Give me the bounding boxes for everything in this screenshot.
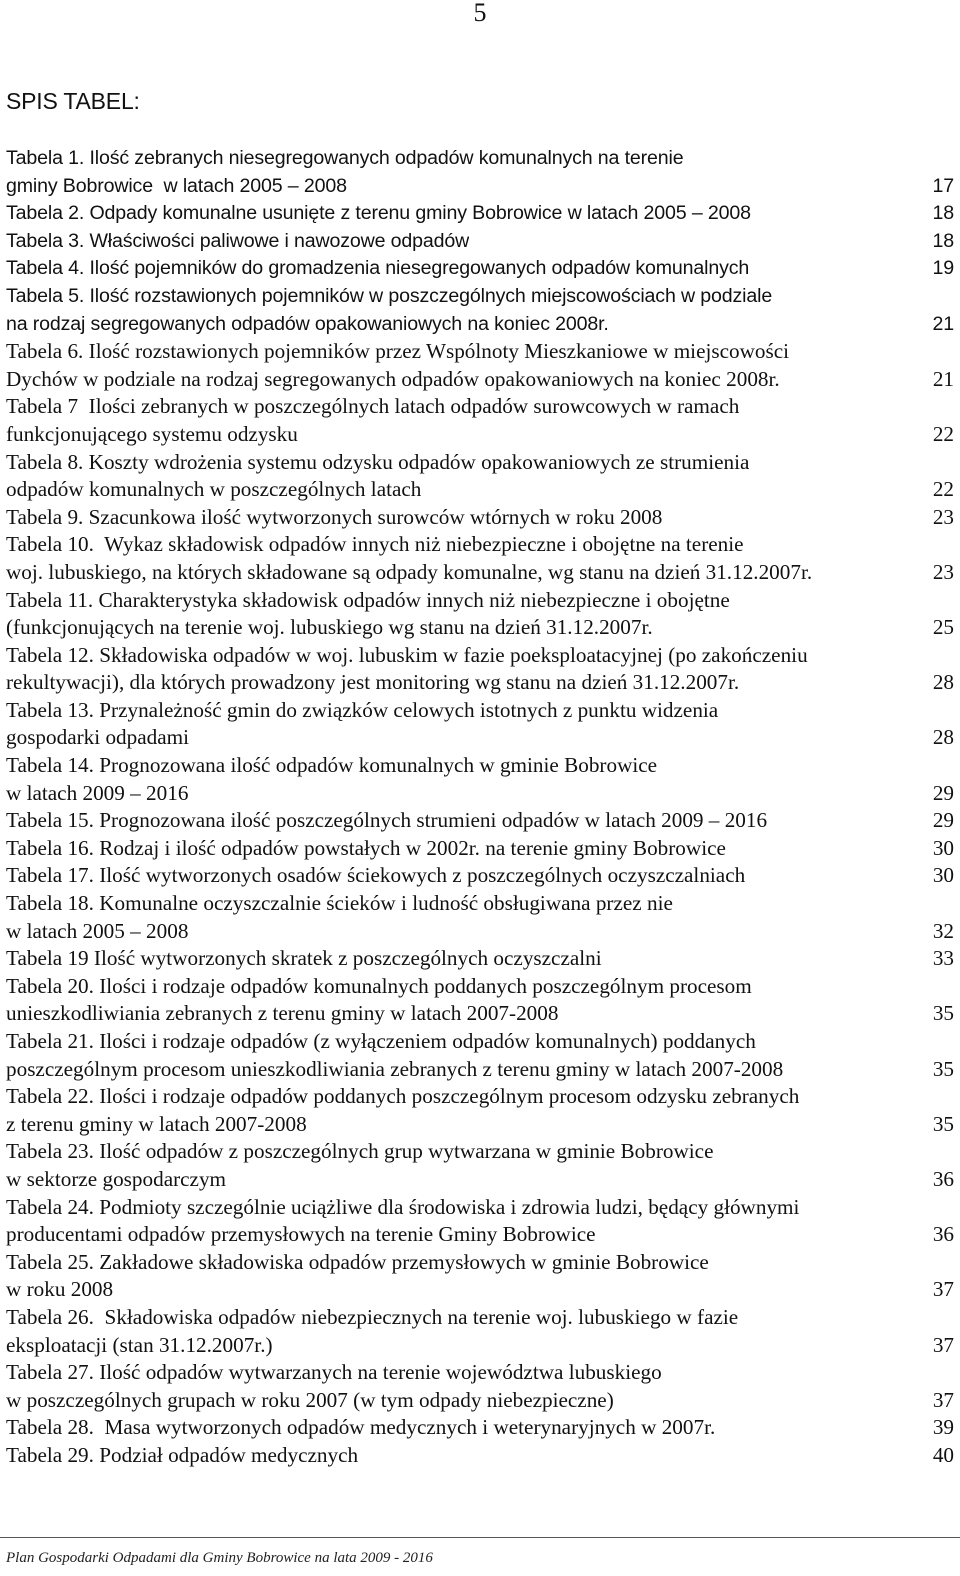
toc-entry-text: Tabela 16. Rodzaj i ilość odpadów powstałych w 2002r. na terenie gminy Bobrowice [6,835,726,860]
toc-entry-text: Tabela 4. Ilość pojemników do gromadzenia niesegregowanych odpadów komunalnych [6,257,750,280]
toc-line [6,1111,954,1139]
toc-page-number: 35 [932,1056,954,1081]
toc-page-number: 29 [932,808,954,833]
toc-entry-text: Dychów w podziale na rodzaj segregowanych odpadów opakowaniowych na koniec 2008r. [6,366,780,391]
toc-line [6,890,954,918]
toc-entry-text: (funkcjonujących na terenie woj. lubuskiego wg stanu na dzień 31.12.2007r. [6,615,653,640]
toc-entry-text: z terenu gminy w latach 2007-2008 [6,1111,307,1136]
toc-line [6,862,954,890]
toc-entry-text: Tabela 25. Zakładowe składowiska odpadów przemysłowych w gminie Bobrowice [6,1249,709,1274]
toc-entry-text: woj. lubuskiego, na których składowane są odpady komunalne, wg stanu na dzień 31.12.2007r. [6,559,813,584]
toc-page-number: 30 [932,835,954,860]
toc-entry-text: rekultywacji), dla których prowadzony jest monitoring wg stanu na dzień 31.12.2007r. [6,670,740,695]
toc-entry-text: funkcjonującego systemu odzysku [6,421,298,446]
toc-page-number: 37 [932,1332,954,1357]
toc-page-number: 35 [932,1001,954,1026]
toc-page-number: 18 [932,229,954,252]
toc-entry-text: unieszkodliwiania zebranych z terenu gminy w latach 2007-2008 [6,1001,559,1026]
toc-entry-text: Tabela 17. Ilość wytworzonych osadów ściekowych z poszczególnych oczyszczalniach [6,863,746,888]
toc-entry-text: Tabela 21. Ilości i rodzaje odpadów (z wyłączeniem odpadów komunalnych) poddanych [6,1029,756,1053]
toc-entry-text: w latach 2005 – 2008 [6,918,189,943]
toc-entry-text: Tabela 7 Ilości zebranych w poszczególnych latach odpadów surowcowych w ramach [6,394,740,419]
toc-line [6,476,954,504]
toc-line [6,338,954,366]
toc-page-number: 39 [932,1415,954,1440]
toc-entry-text: Tabela 15. Prognozowana ilość poszczególnych strumieni odpadów w latach 2009 – 2016 [6,808,768,833]
toc-line [6,973,954,1001]
toc-entry-text: Tabela 18. Komunalne oczyszczalnie ścieków i ludność obsługiwana przez nie [6,891,673,916]
toc-page-number: 23 [932,504,954,529]
toc-page-number: 30 [932,863,954,888]
toc-line [6,421,954,449]
toc-line [6,669,954,697]
toc-page-number: 17 [932,174,954,197]
toc-line [6,835,954,863]
toc-page-number: 22 [932,477,954,502]
toc-page-number: 18 [932,202,954,225]
toc-line [6,1304,954,1332]
toc-line [6,1249,954,1277]
toc-line [6,1028,954,1056]
toc-line [6,1442,954,1470]
toc-line [6,614,954,642]
toc-line [6,1138,954,1166]
toc-line [6,697,954,725]
toc-line [6,1276,954,1304]
toc-entry-text: Tabela 26. Składowiska odpadów niebezpiecznych na terenie woj. lubuskiego w fazie [6,1304,739,1329]
toc-line [6,780,954,808]
toc-line [6,1083,954,1111]
toc-page-number: 22 [932,421,954,446]
toc-page-number: 25 [932,615,954,640]
toc-line [6,1194,954,1222]
toc-line [6,449,954,477]
toc-line [6,559,954,587]
toc-line [6,1000,954,1028]
toc-line [6,145,954,173]
page-number: 5 [473,0,487,27]
toc-entry-text: Tabela 22. Ilości i rodzaje odpadów poddanych poszczególnym procesom odzysku zebranych [6,1084,800,1109]
toc-page-number: 37 [932,1387,954,1412]
toc-entry-text: Tabela 10. Wykaz składowisk odpadów innych niż niebezpieczne i obojętne na terenie [6,532,744,557]
toc-page-number: 21 [932,312,954,335]
toc-entry-text: w poszczególnych grupach w roku 2007 (w tym odpady niebezpieczne) [6,1387,614,1412]
toc-line [6,228,954,256]
toc-page-number: 33 [932,946,954,971]
toc-entry-text: Tabela 20. Ilości i rodzaje odpadów komunalnych poddanych poszczególnym procesom [6,973,752,998]
toc-entry-text: Tabela 27. Ilość odpadów wytwarzanych na terenie województwa lubuskiego [6,1360,662,1385]
toc-entry-text: Tabela 19 Ilość wytworzonych skratek z poszczególnych oczyszczalni [6,946,602,971]
toc-line [6,1414,954,1442]
toc-line [6,366,954,394]
toc-line [6,255,954,283]
toc-entry-text: Tabela 6. Ilość rozstawionych pojemników przez Wspólnoty Mieszkaniowe w miejscowości [6,339,790,364]
toc-entry-text: na rodzaj segregowanych odpadów opakowaniowych na koniec 2008r. [6,312,609,335]
toc-line [6,393,954,421]
toc-entry-text: Tabela 8. Koszty wdrożenia systemu odzysku odpadów opakowaniowych ze strumienia [6,449,750,474]
table-of-contents [6,145,954,1470]
toc-entry-text: Tabela 24. Podmioty szczególnie uciążliwe dla środowiska i zdrowia ludzi, będący głównymi [6,1194,800,1219]
toc-entry-text: Tabela 9. Szacunkowa ilość wytworzonych surowców wtórnych w roku 2008 [6,504,663,529]
toc-entry-text: w roku 2008 [6,1277,114,1302]
toc-line [6,918,954,946]
toc-entry-text: Tabela 23. Ilość odpadów z poszczególnych grup wytwarzana w gminie Bobrowice [6,1139,714,1164]
toc-entry-text: odpadów komunalnych w poszczególnych latach [6,477,422,502]
toc-entry-text: Tabela 2. Odpady komunalne usunięte z terenu gminy Bobrowice w latach 2005 – 2008 [6,202,751,225]
toc-entry-text: Tabela 3. Właściwości paliwowe i nawozowe odpadów [6,229,470,252]
toc-entry-text: gminy Bobrowice w latach 2005 – 2008 [6,174,347,197]
toc-entry-text: producentami odpadów przemysłowych na terenie Gminy Bobrowice [6,1222,596,1247]
toc-line [6,1166,954,1194]
toc-page-number: 28 [932,725,954,750]
toc-page-number: 36 [932,1166,954,1191]
toc-line [6,945,954,973]
toc-entry-text: Tabela 13. Przynależność gmin do związków celowych istotnych z punktu widzenia [6,697,719,722]
toc-page-number: 28 [932,670,954,695]
toc-entry-text: Tabela 28. Masa wytworzonych odpadów medycznych i weterynaryjnych w 2007r. [6,1415,716,1440]
toc-entry-text: Tabela 1. Ilość zebranych niesegregowanych odpadów komunalnych na terenie [6,147,684,169]
toc-page-number: 21 [932,366,954,391]
toc-page-number: 19 [932,257,954,280]
toc-entry-text: Tabela 5. Ilość rozstawionych pojemników w poszczególnych miejscowościach w podziale [6,284,773,307]
toc-line [6,642,954,670]
toc-line [6,1056,954,1084]
toc-line [6,1332,954,1360]
toc-page-number: 29 [932,780,954,805]
toc-page-number: 23 [932,559,954,584]
toc-line [6,1359,954,1387]
toc-entry-text: Tabela 14. Prognozowana ilość odpadów komunalnych w gminie Bobrowice [6,753,658,778]
toc-line [6,752,954,780]
toc-line [6,504,954,532]
footer-divider [0,1537,960,1538]
toc-entry-text: Tabela 11. Charakterystyka składowisk odpadów innych niż niebezpieczne i obojętne [6,587,730,612]
toc-line [6,173,954,201]
toc-line [6,311,954,339]
toc-entry-text: w latach 2009 – 2016 [6,780,189,805]
toc-page-number: 40 [932,1442,954,1467]
toc-line [6,283,954,311]
toc-entry-text: Tabela 29. Podział odpadów medycznych [6,1442,359,1467]
list-of-tables-heading: SPIS TABEL: [6,88,140,114]
toc-page-number: 36 [932,1222,954,1247]
toc-line [6,531,954,559]
toc-entry-text: eksploatacji (stan 31.12.2007r.) [6,1332,273,1357]
toc-line [6,200,954,228]
toc-line [6,807,954,835]
toc-line [6,724,954,752]
toc-line [6,1221,954,1249]
toc-line [6,587,954,615]
toc-entry-text: Tabela 12. Składowiska odpadów w woj. lubuskim w fazie poeksploatacyjnej (po zakończeniu [6,642,808,667]
toc-entry-text: gospodarki odpadami [6,725,190,750]
toc-entry-text: poszczególnym procesom unieszkodliwiania zebranych z terenu gminy w latach 2007-2008 [6,1056,784,1081]
toc-page-number: 37 [932,1277,954,1302]
document-footer: Plan Gospodarki Odpadami dla Gminy Bobrowice na lata 2009 - 2016 [6,1550,433,1566]
toc-page-number: 32 [932,918,954,943]
toc-line [6,1387,954,1415]
toc-entry-text: w sektorze gospodarczym [6,1166,227,1191]
toc-page-number: 35 [932,1111,954,1136]
